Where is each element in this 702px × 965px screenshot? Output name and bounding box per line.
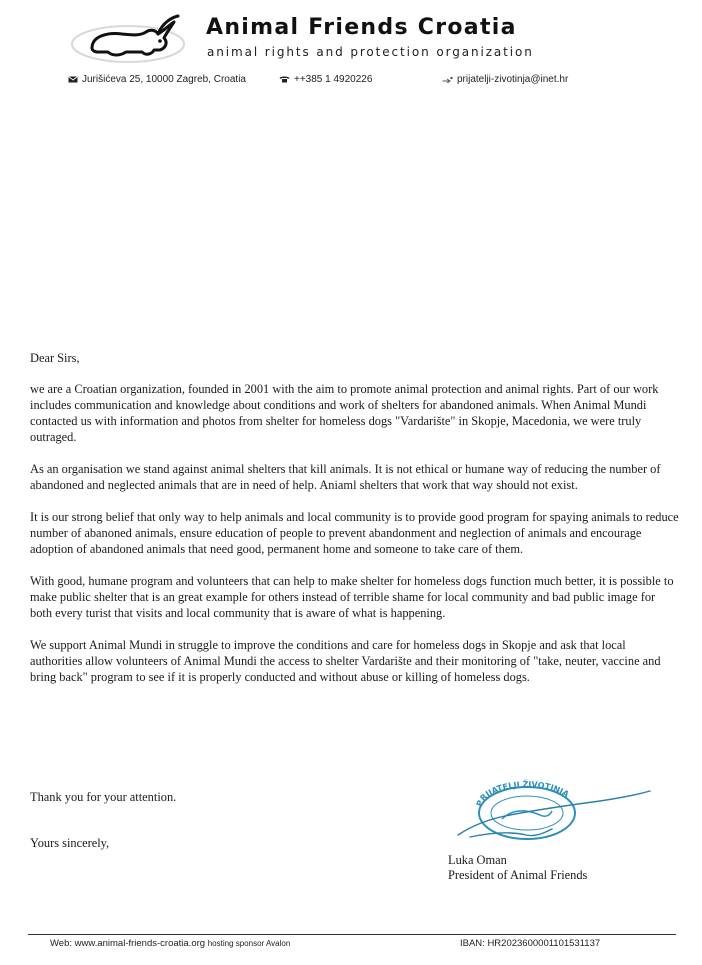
phone-text: ++385 1 4920226 [294,74,373,85]
footer-web-text: Web: www.animal-friends-croatia.org [50,938,206,949]
stamp-text: PRIJATELJI ŽIVOTINJA [474,779,571,808]
signer-title: President of Animal Friends [448,868,588,882]
contact-address [68,74,246,85]
email-text: prijatelji-zivotinja@inet.hr [457,74,569,85]
signer-name: Luka Oman [448,853,507,867]
telephone-icon [279,76,290,83]
stamp-and-signature [440,775,660,855]
email-arrow-icon [442,76,453,83]
salutation: Dear Sirs, [30,351,80,365]
closing-thanks: Thank you for your attention. [30,790,177,804]
rabbit-logo-icon [70,14,188,66]
footer-sponsor: hosting sponsor Avalon [207,939,291,948]
organization-name: Animal Friends Croatia [206,15,517,40]
footer-website [50,938,290,949]
address-text: Jurišićeva 25, 10000 Zagreb, Croatia [82,74,246,85]
contact-phone [279,74,372,85]
contact-email [442,74,568,85]
paragraph-2: As an organisation we stand against animal shelters that kill animals. It is not ethical or humane way of reducing the number of abandoned and neglected animals that are in need of help. Aniaml shelters that work that way should not exist. [30,462,661,492]
paragraph-5: We support Animal Mundi in struggle to improve the conditions and care for homeless dogs in Skopje and ask that local authorities allow volunteers of Animal Mundi the access to shelter Vardarište and their monitoring of "take, neuter, vaccine and bring back" program to see if it is properly conducted and without abuse or killing of homeless dogs. [30,638,661,684]
paragraph-3: It is our strong belief that only way to help animals and local community is to provide good program for spaying animals to reduce number of abanoned animals, ensure education of people to prevent abandonment and neglection of animals and encourage adoption of abandoned animals that need good, permanent home and someone to take care of them. [30,510,679,556]
sign-off: Yours sincerely, [30,836,110,850]
envelope-icon [68,76,78,83]
organization-tagline: animal rights and protection organization [207,45,534,59]
letter-body [30,350,680,701]
footer-divider [28,934,676,935]
paragraph-1: we are a Croatian organization, founded in 2001 with the aim to promote animal protection and animal rights. Part of our work includes communication and knowledge about conditions and work of shelters for abandoned animals. When Animal Mundi contacted us with information and photos from shelter for homeless dogs "Vardarište" in Skopje, Macedonia, we were truly outraged. [30,382,659,444]
organization-stamp [475,778,575,839]
footer-iban: IBAN: HR2023600001101531137 [460,938,601,949]
paragraph-4: With good, humane program and volunteers that can help to make shelter for homeless dogs function much better, it is possible to make public shelter that is an great example for others instead of terrible shame for local community and bad public image for both every turist that visits and local community that is aware of what is happening. [30,574,674,620]
